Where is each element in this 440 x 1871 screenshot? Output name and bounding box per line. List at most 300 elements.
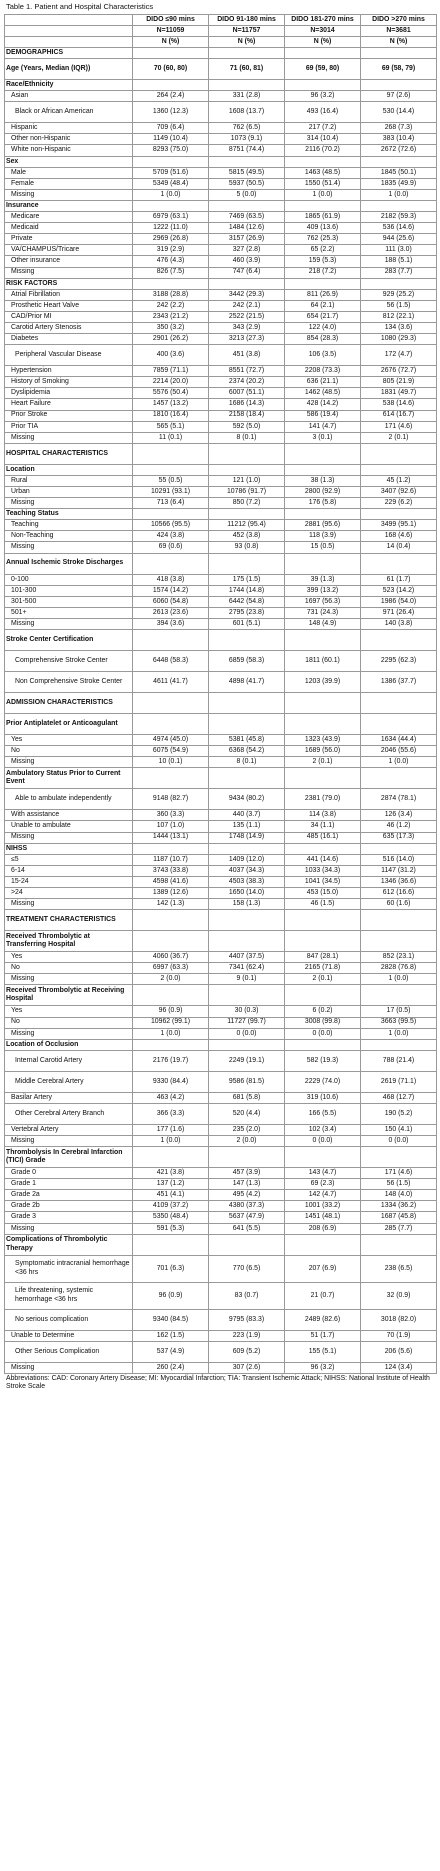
row-value-4: 97 (2.6) — [361, 91, 437, 102]
table-row — [5, 630, 437, 651]
row-value-4: 32 (0.9) — [361, 1282, 437, 1309]
row-value-4: 150 (4.1) — [361, 1124, 437, 1135]
row-value-1: 1444 (13.1) — [133, 832, 209, 843]
row-value-4 — [361, 48, 437, 59]
row-value-3: 176 (5.8) — [285, 498, 361, 509]
row-value-3: 106 (3.5) — [285, 345, 361, 366]
row-value-3: 1033 (34.3) — [285, 865, 361, 876]
table-row — [5, 520, 437, 531]
table-row — [5, 1255, 437, 1282]
table-row — [5, 585, 437, 596]
row-value-1: 1 (0.0) — [133, 189, 209, 200]
row-value-1: 96 (0.9) — [133, 1282, 209, 1309]
table-row — [5, 931, 437, 952]
row-value-1 — [133, 509, 209, 520]
row-value-2: 4898 (41.7) — [209, 672, 285, 693]
table-row — [5, 1124, 437, 1135]
row-value-1: 1187 (10.7) — [133, 854, 209, 865]
row-label: TREATMENT CHARACTERISTICS — [5, 910, 133, 931]
row-value-2: 2795 (23.8) — [209, 607, 285, 618]
table-row — [5, 672, 437, 693]
table-row — [5, 574, 437, 585]
row-value-1 — [133, 693, 209, 714]
row-value-4: 383 (10.4) — [361, 134, 437, 145]
table-caption: Table 1. Patient and Hospital Characteristics — [6, 2, 154, 11]
row-value-4: 229 (6.2) — [361, 498, 437, 509]
row-value-1 — [133, 910, 209, 931]
table-row — [5, 887, 437, 898]
row-label: History of Smoking — [5, 377, 133, 388]
row-value-1: 1360 (12.3) — [133, 102, 209, 123]
row-value-3: 654 (21.7) — [285, 311, 361, 322]
row-value-1: 96 (0.9) — [133, 1006, 209, 1017]
table-row — [5, 59, 437, 80]
row-label: Internal Carotid Artery — [5, 1050, 133, 1071]
row-value-4: 3663 (99.5) — [361, 1017, 437, 1028]
row-value-2: 7469 (63.5) — [209, 212, 285, 223]
row-value-2: 158 (1.3) — [209, 899, 285, 910]
row-value-1: 1 (0.0) — [133, 1028, 209, 1039]
row-value-1 — [133, 630, 209, 651]
row-value-4: 70 (1.9) — [361, 1330, 437, 1341]
table-row — [5, 377, 437, 388]
row-value-1: 565 (5.1) — [133, 421, 209, 432]
row-value-4: 635 (17.3) — [361, 832, 437, 843]
row-value-1: 6060 (54.8) — [133, 596, 209, 607]
row-label: >24 — [5, 887, 133, 898]
row-value-3: 3008 (99.8) — [285, 1017, 361, 1028]
row-value-3 — [285, 278, 361, 289]
row-label: Male — [5, 167, 133, 178]
row-label: Received Thrombolytic at Receiving Hospital — [5, 985, 133, 1006]
row-value-2 — [209, 464, 285, 475]
row-label: Other Cerebral Artery Branch — [5, 1103, 133, 1124]
table-row — [5, 1341, 437, 1362]
row-label: Annual Ischemic Stroke Discharges — [5, 553, 133, 574]
row-value-4: 61 (1.7) — [361, 574, 437, 585]
table-row — [5, 498, 437, 509]
row-value-1 — [133, 553, 209, 574]
row-value-4: 171 (4.6) — [361, 421, 437, 432]
header-unit-3: N (%) — [285, 37, 361, 48]
row-value-4: 17 (0.5) — [361, 1006, 437, 1017]
row-value-2: 5815 (49.5) — [209, 167, 285, 178]
row-value-1: 10962 (99.1) — [133, 1017, 209, 1028]
row-label: Symptomatic intracranial hemorrhage <36 hrs — [5, 1255, 133, 1282]
row-value-1: 701 (6.3) — [133, 1255, 209, 1282]
row-label: Sex — [5, 156, 133, 167]
row-value-1: 177 (1.6) — [133, 1124, 209, 1135]
row-value-2: 8751 (74.4) — [209, 145, 285, 156]
row-value-2 — [209, 48, 285, 59]
row-value-4: 285 (7.7) — [361, 1223, 437, 1234]
row-value-4: 536 (14.6) — [361, 223, 437, 234]
row-value-4: 168 (4.6) — [361, 531, 437, 542]
row-label: Prosthetic Heart Valve — [5, 300, 133, 311]
row-value-4: 805 (21.9) — [361, 377, 437, 388]
row-value-3: 207 (6.9) — [285, 1255, 361, 1282]
table-row — [5, 145, 437, 156]
row-value-2: 747 (6.4) — [209, 267, 285, 278]
row-value-1 — [133, 714, 209, 735]
row-value-4 — [361, 278, 437, 289]
row-label: Prior Stroke — [5, 410, 133, 421]
row-label: Missing — [5, 1362, 133, 1373]
row-value-1 — [133, 80, 209, 91]
table-row — [5, 256, 437, 267]
table-row — [5, 267, 437, 278]
row-label: Received Thrombolytic at Transferring Hospital — [5, 931, 133, 952]
row-label: Other non-Hispanic — [5, 134, 133, 145]
row-value-1: 1222 (11.0) — [133, 223, 209, 234]
row-value-2: 495 (4.2) — [209, 1190, 285, 1201]
row-value-4 — [361, 553, 437, 574]
row-label: Non Comprehensive Stroke Center — [5, 672, 133, 693]
row-value-2: 327 (2.8) — [209, 245, 285, 256]
row-value-3: 314 (10.4) — [285, 134, 361, 145]
table-row — [5, 443, 437, 464]
row-value-4: 0 (0.0) — [361, 1136, 437, 1147]
header-n-3: N=3014 — [285, 26, 361, 37]
row-value-3: 96 (3.2) — [285, 1362, 361, 1373]
row-value-4 — [361, 931, 437, 952]
row-value-1 — [133, 768, 209, 789]
table-footnote: Abbreviations: CAD: Coronary Artery Disease; MI: Myocardial Infarction; TIA: Transient Ischemic Attack; NIHSS: National Institute of Health Stroke Scale — [6, 1374, 430, 1391]
table-row — [5, 178, 437, 189]
row-value-3: 46 (1.5) — [285, 899, 361, 910]
row-value-2: 135 (1.1) — [209, 821, 285, 832]
row-label: Age (Years, Median (IQR)) — [5, 59, 133, 80]
row-value-3: 1203 (39.9) — [285, 672, 361, 693]
row-value-2: 451 (3.8) — [209, 345, 285, 366]
row-value-2: 457 (3.9) — [209, 1168, 285, 1179]
row-value-3: 762 (25.3) — [285, 234, 361, 245]
row-value-4 — [361, 985, 437, 1006]
row-value-4: 2295 (62.3) — [361, 651, 437, 672]
table-row — [5, 832, 437, 843]
row-value-1: 3743 (33.8) — [133, 865, 209, 876]
table-row — [5, 245, 437, 256]
row-value-1 — [133, 48, 209, 59]
header-unit-1: N (%) — [133, 37, 209, 48]
row-value-3: 1463 (48.5) — [285, 167, 361, 178]
row-value-1: 55 (0.5) — [133, 475, 209, 486]
row-value-4: 56 (1.5) — [361, 300, 437, 311]
row-value-3: 2116 (70.2) — [285, 145, 361, 156]
row-value-3: 731 (24.3) — [285, 607, 361, 618]
header-row-groups — [5, 15, 437, 26]
table-row — [5, 768, 437, 789]
row-value-2: 1608 (13.7) — [209, 102, 285, 123]
row-value-4 — [361, 714, 437, 735]
row-value-1: 1457 (13.2) — [133, 399, 209, 410]
row-value-3: 1451 (48.1) — [285, 1212, 361, 1223]
table-row — [5, 1234, 437, 1255]
row-value-3: 586 (19.4) — [285, 410, 361, 421]
row-value-1: 1 (0.0) — [133, 1136, 209, 1147]
table-row — [5, 542, 437, 553]
row-value-1: 476 (4.3) — [133, 256, 209, 267]
row-value-3: 409 (13.6) — [285, 223, 361, 234]
row-value-3 — [285, 931, 361, 952]
row-value-2: 3157 (26.9) — [209, 234, 285, 245]
row-value-3: 102 (3.4) — [285, 1124, 361, 1135]
characteristics-table — [4, 14, 437, 1374]
row-label: HOSPITAL CHARACTERISTICS — [5, 443, 133, 464]
table-row — [5, 102, 437, 123]
table-row — [5, 618, 437, 629]
table-row — [5, 553, 437, 574]
row-value-3: 441 (14.6) — [285, 854, 361, 865]
table-row — [5, 410, 437, 421]
row-label: Dyslipidemia — [5, 388, 133, 399]
row-label: Medicaid — [5, 223, 133, 234]
row-label: Medicare — [5, 212, 133, 223]
row-value-1: 451 (4.1) — [133, 1190, 209, 1201]
row-value-1: 591 (5.3) — [133, 1223, 209, 1234]
row-value-2: 147 (1.3) — [209, 1179, 285, 1190]
header-n-4: N=3681 — [361, 26, 437, 37]
table-row — [5, 651, 437, 672]
table-row — [5, 300, 437, 311]
row-label: Black or African American — [5, 102, 133, 123]
row-value-3: 3 (0.1) — [285, 432, 361, 443]
row-label: Diabetes — [5, 334, 133, 345]
row-label: DEMOGRAPHICS — [5, 48, 133, 59]
table-row — [5, 1071, 437, 1092]
row-label: Complications of Thrombolytic Therapy — [5, 1234, 133, 1255]
row-label: No serious complication — [5, 1309, 133, 1330]
row-label: Non-Teaching — [5, 531, 133, 542]
row-value-2: 6368 (54.2) — [209, 746, 285, 757]
row-label: 501+ — [5, 607, 133, 618]
row-label: Grade 1 — [5, 1179, 133, 1190]
row-value-4: 971 (26.4) — [361, 607, 437, 618]
row-value-2 — [209, 630, 285, 651]
row-value-3: 21 (0.7) — [285, 1282, 361, 1309]
row-value-4: 134 (3.6) — [361, 322, 437, 333]
table-row — [5, 910, 437, 931]
row-value-1: 4611 (41.7) — [133, 672, 209, 693]
header-row-units — [5, 37, 437, 48]
row-value-1: 6075 (54.9) — [133, 746, 209, 757]
row-value-4 — [361, 443, 437, 464]
table-row — [5, 865, 437, 876]
row-value-4: 124 (3.4) — [361, 1362, 437, 1373]
table-row — [5, 821, 437, 832]
header-row-n — [5, 26, 437, 37]
row-value-4: 2672 (72.6) — [361, 145, 437, 156]
row-label: Yes — [5, 1006, 133, 1017]
row-label: Race/Ethnicity — [5, 80, 133, 91]
row-value-4: 171 (4.6) — [361, 1168, 437, 1179]
row-value-2 — [209, 156, 285, 167]
table-row — [5, 1179, 437, 1190]
row-value-3: 854 (28.3) — [285, 334, 361, 345]
row-value-4: 1 (0.0) — [361, 757, 437, 768]
row-label: White non-Hispanic — [5, 145, 133, 156]
row-value-3: 636 (21.1) — [285, 377, 361, 388]
row-value-1 — [133, 1234, 209, 1255]
row-value-3: 51 (1.7) — [285, 1330, 361, 1341]
row-label: Vertebral Artery — [5, 1124, 133, 1135]
row-value-3: 218 (7.2) — [285, 267, 361, 278]
row-value-2: 5 (0.0) — [209, 189, 285, 200]
row-value-1: 6979 (63.1) — [133, 212, 209, 223]
header-group-3: DIDO 181-270 mins — [285, 15, 361, 26]
row-value-3: 319 (10.6) — [285, 1092, 361, 1103]
row-value-4: 45 (1.2) — [361, 475, 437, 486]
row-value-4: 148 (4.0) — [361, 1190, 437, 1201]
row-value-4: 126 (3.4) — [361, 810, 437, 821]
row-value-4: 3499 (95.1) — [361, 520, 437, 531]
row-value-2 — [209, 693, 285, 714]
row-value-1: 10 (0.1) — [133, 757, 209, 768]
row-value-2: 3442 (29.3) — [209, 289, 285, 300]
row-value-2 — [209, 1039, 285, 1050]
row-value-4 — [361, 630, 437, 651]
table-row — [5, 963, 437, 974]
row-label: Urban — [5, 487, 133, 498]
row-label: 15-24 — [5, 876, 133, 887]
row-value-2: 1484 (12.6) — [209, 223, 285, 234]
row-value-4: 852 (23.1) — [361, 952, 437, 963]
row-label: RISK FACTORS — [5, 278, 133, 289]
table-row — [5, 311, 437, 322]
row-value-4 — [361, 156, 437, 167]
row-label: Thrombolysis In Cerebral Infarction (TICI) Grade — [5, 1147, 133, 1168]
row-value-1 — [133, 278, 209, 289]
table-row — [5, 1168, 437, 1179]
row-value-4: 111 (3.0) — [361, 245, 437, 256]
row-value-4: 1386 (37.7) — [361, 672, 437, 693]
row-value-1: 2 (0.0) — [133, 974, 209, 985]
row-value-2 — [209, 768, 285, 789]
table-row — [5, 1017, 437, 1028]
row-value-4: 1986 (54.0) — [361, 596, 437, 607]
row-value-2: 5937 (50.5) — [209, 178, 285, 189]
table-row — [5, 1147, 437, 1168]
row-label: Unable to Determine — [5, 1330, 133, 1341]
row-value-1 — [133, 1147, 209, 1168]
row-value-1: 2214 (20.0) — [133, 377, 209, 388]
row-value-2: 641 (5.5) — [209, 1223, 285, 1234]
row-value-1: 4060 (36.7) — [133, 952, 209, 963]
row-label: 101-300 — [5, 585, 133, 596]
row-value-4: 206 (5.6) — [361, 1341, 437, 1362]
table-row — [5, 1212, 437, 1223]
row-value-3: 1865 (61.9) — [285, 212, 361, 223]
table-row — [5, 80, 437, 91]
table-row — [5, 1190, 437, 1201]
row-label: Teaching Status — [5, 509, 133, 520]
row-label: Grade 2a — [5, 1190, 133, 1201]
row-label: Grade 3 — [5, 1212, 133, 1223]
row-value-4: 268 (7.3) — [361, 123, 437, 134]
row-value-4: 1334 (36.2) — [361, 1201, 437, 1212]
header-blank — [5, 37, 133, 48]
row-label: Missing — [5, 1028, 133, 1039]
table-row — [5, 189, 437, 200]
row-value-2: 3213 (27.3) — [209, 334, 285, 345]
row-value-4 — [361, 509, 437, 520]
header-n-2: N=11757 — [209, 26, 285, 37]
row-label: Missing — [5, 974, 133, 985]
table-row — [5, 714, 437, 735]
table-row — [5, 334, 437, 345]
row-value-2: 601 (5.1) — [209, 618, 285, 629]
row-label: 0-100 — [5, 574, 133, 585]
table-row — [5, 167, 437, 178]
table-row — [5, 854, 437, 865]
row-value-2: 93 (0.8) — [209, 542, 285, 553]
row-value-4 — [361, 80, 437, 91]
table-row — [5, 607, 437, 618]
row-value-3: 118 (3.9) — [285, 531, 361, 542]
table-body — [5, 48, 437, 1374]
row-value-4: 1 (0.0) — [361, 189, 437, 200]
row-value-4: 523 (14.2) — [361, 585, 437, 596]
row-value-2: 10786 (91.7) — [209, 487, 285, 498]
row-value-3 — [285, 553, 361, 574]
row-value-3 — [285, 910, 361, 931]
row-value-3: 428 (14.2) — [285, 399, 361, 410]
row-value-2: 1409 (12.0) — [209, 854, 285, 865]
row-value-3: 493 (16.4) — [285, 102, 361, 123]
row-value-3 — [285, 80, 361, 91]
row-label: Prior TIA — [5, 421, 133, 432]
row-value-3: 65 (2.2) — [285, 245, 361, 256]
row-value-3 — [285, 985, 361, 1006]
row-value-3: 1697 (56.3) — [285, 596, 361, 607]
row-value-2: 30 (0.3) — [209, 1006, 285, 1017]
row-value-1: 4109 (37.2) — [133, 1201, 209, 1212]
row-value-4: 1346 (36.6) — [361, 876, 437, 887]
row-value-1: 826 (7.5) — [133, 267, 209, 278]
row-value-2: 440 (3.7) — [209, 810, 285, 821]
table-row — [5, 693, 437, 714]
table-row — [5, 345, 437, 366]
row-label: Missing — [5, 1223, 133, 1234]
table-row — [5, 322, 437, 333]
row-value-1: 463 (4.2) — [133, 1092, 209, 1103]
row-value-3 — [285, 630, 361, 651]
row-value-4 — [361, 1147, 437, 1168]
row-value-3: 2489 (82.6) — [285, 1309, 361, 1330]
header-blank — [5, 26, 133, 37]
row-value-2: 2522 (21.5) — [209, 311, 285, 322]
row-value-3 — [285, 443, 361, 464]
table-row — [5, 399, 437, 410]
row-value-3: 159 (5.3) — [285, 256, 361, 267]
row-value-3 — [285, 464, 361, 475]
row-value-2: 1650 (14.0) — [209, 887, 285, 898]
row-label: Hypertension — [5, 366, 133, 377]
row-value-1: 400 (3.6) — [133, 345, 209, 366]
table-row — [5, 1136, 437, 1147]
row-label: Private — [5, 234, 133, 245]
row-value-1: 2613 (23.6) — [133, 607, 209, 618]
row-value-1: 3188 (28.8) — [133, 289, 209, 300]
row-value-3 — [285, 1147, 361, 1168]
table-row — [5, 1050, 437, 1071]
row-value-2 — [209, 714, 285, 735]
row-value-1 — [133, 1039, 209, 1050]
row-value-4 — [361, 910, 437, 931]
row-value-1: 2901 (26.2) — [133, 334, 209, 345]
row-label: Yes — [5, 735, 133, 746]
row-label: With assistance — [5, 810, 133, 821]
